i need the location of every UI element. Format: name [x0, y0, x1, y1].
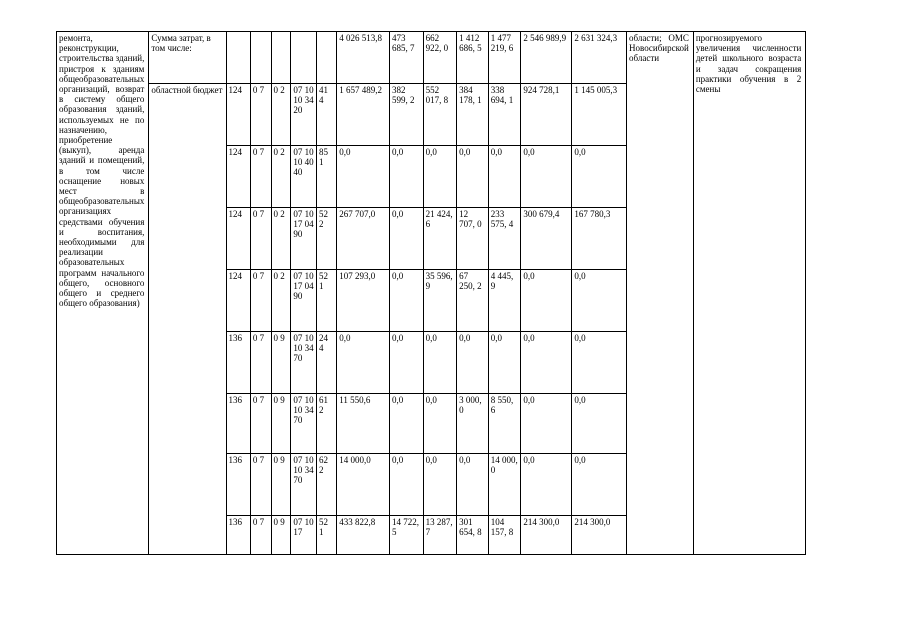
value-cell: 0,0 — [423, 146, 457, 208]
value-cell: 14 000,0 — [337, 454, 390, 516]
vr-cell: 52 1 — [316, 270, 336, 332]
value-cell: 0,0 — [572, 332, 627, 394]
total-v1-cell: 4 026 513,8 — [337, 32, 390, 84]
value-cell: 384 178, 1 — [457, 84, 489, 146]
value-cell: 0,0 — [572, 146, 627, 208]
value-cell: 107 293,0 — [337, 270, 390, 332]
value-cell: 338 694, 1 — [488, 84, 521, 146]
value-cell: 552 017, 8 — [423, 84, 457, 146]
vr-cell: 62 2 — [316, 454, 336, 516]
total-v4-cell: 1 412 686, 5 — [457, 32, 489, 84]
value-cell: 433 822,8 — [337, 516, 390, 555]
budget-label-cell: областной бюджет — [149, 84, 226, 555]
csr-cell: 07 10 10 34 70 — [291, 454, 317, 516]
csr-cell: 07 10 10 40 40 — [291, 146, 317, 208]
value-cell: 0,0 — [572, 454, 627, 516]
pr-cell: 0 9 — [271, 332, 291, 394]
total-v6-cell: 2 546 989,9 — [521, 32, 572, 84]
result-cell: прогнозируемого увеличения численности детей школьного возраста и задач сокращения практики обучения в 2 смены — [693, 32, 805, 555]
value-cell: 0,0 — [390, 208, 424, 270]
value-cell: 0,0 — [423, 332, 457, 394]
pr-cell: 0 2 — [271, 208, 291, 270]
total-v7-cell: 2 631 324,3 — [572, 32, 627, 84]
value-cell: 1 145 005,3 — [572, 84, 627, 146]
total-v5-cell: 1 477 219, 6 — [488, 32, 521, 84]
grbs-cell: 136 — [226, 454, 250, 516]
grbs-cell: 124 — [226, 270, 250, 332]
rz-cell: 0 7 — [250, 332, 271, 394]
value-cell: 14 000, 0 — [488, 454, 521, 516]
value-cell: 0,0 — [457, 332, 489, 394]
total-v3-cell: 662 922, 0 — [423, 32, 457, 84]
value-cell: 0,0 — [488, 332, 521, 394]
rz-cell: 0 7 — [250, 146, 271, 208]
value-cell: 0,0 — [337, 146, 390, 208]
value-cell: 12 707, 0 — [457, 208, 489, 270]
total-label-cell: Сумма затрат, в том числе: — [149, 32, 226, 84]
value-cell: 0,0 — [521, 394, 572, 454]
pr-cell: 0 9 — [271, 516, 291, 555]
rz-cell: 0 7 — [250, 516, 271, 555]
rz-cell: 0 7 — [250, 84, 271, 146]
rz-cell: 0 7 — [250, 208, 271, 270]
value-cell: 0,0 — [488, 146, 521, 208]
value-cell: 8 550, 6 — [488, 394, 521, 454]
pr-cell: 0 9 — [271, 454, 291, 516]
value-cell: 0,0 — [521, 332, 572, 394]
csr-cell: 07 10 10 34 20 — [291, 84, 317, 146]
budget-table — [56, 31, 905, 555]
vr-cell: 61 2 — [316, 394, 336, 454]
value-cell: 0,0 — [521, 454, 572, 516]
total-row — [57, 32, 905, 84]
csr-cell: 07 10 17 04 90 — [291, 270, 317, 332]
value-cell: 382 599, 2 — [390, 84, 424, 146]
vr-cell: 24 4 — [316, 332, 336, 394]
value-cell: 0,0 — [572, 394, 627, 454]
grbs-cell: 136 — [226, 516, 250, 555]
value-cell: 924 728,1 — [521, 84, 572, 146]
value-cell: 21 424, 6 — [423, 208, 457, 270]
value-cell: 267 707,0 — [337, 208, 390, 270]
value-cell: 233 575, 4 — [488, 208, 521, 270]
value-cell: 3 000, 0 — [457, 394, 489, 454]
total-v2-cell: 473 685, 7 — [390, 32, 424, 84]
value-cell: 1 657 489,2 — [337, 84, 390, 146]
rz-cell: 0 7 — [250, 454, 271, 516]
value-cell: 4 445, 9 — [488, 270, 521, 332]
value-cell: 301 654, 8 — [457, 516, 489, 555]
pr-cell: 0 2 — [271, 146, 291, 208]
value-cell: 0,0 — [390, 270, 424, 332]
pr-cell: 0 9 — [271, 394, 291, 454]
value-cell: 0,0 — [390, 454, 424, 516]
vr-cell: 41 4 — [316, 84, 336, 146]
value-cell: 0,0 — [457, 454, 489, 516]
value-cell: 0,0 — [337, 332, 390, 394]
value-cell: 11 550,6 — [337, 394, 390, 454]
value-cell: 0,0 — [390, 332, 424, 394]
value-cell: 300 679,4 — [521, 208, 572, 270]
pr-cell: 0 2 — [271, 270, 291, 332]
value-cell: 13 287, 7 — [423, 516, 457, 555]
vr-cell: 52 1 — [316, 516, 336, 555]
value-cell: 214 300,0 — [572, 516, 627, 555]
value-cell: 0,0 — [423, 394, 457, 454]
grbs-cell: 124 — [226, 146, 250, 208]
grbs-cell: 136 — [226, 332, 250, 394]
vr-cell: 52 2 — [316, 208, 336, 270]
value-cell: 0,0 — [521, 270, 572, 332]
csr-cell: 07 10 10 34 70 — [291, 332, 317, 394]
csr-cell: 07 10 17 04 90 — [291, 208, 317, 270]
value-cell: 0,0 — [457, 146, 489, 208]
value-cell: 14 722, 5 — [390, 516, 424, 555]
value-cell: 214 300,0 — [521, 516, 572, 555]
measure-description-cell: ремонта, реконструкции, строительства зданий, пристроя к зданиям общеобразовательных организаций, возврат в систему общего образования зданий, используемых не по назначению, приобретение (выкуп), аренда зданий и помещений, в том числе оснащение новых мест в общеобразовательных организациях средствами обучения и воспитания, необходимыми для реализации образовательных программ начального общего, основного общего и среднего общего образования) — [57, 32, 149, 555]
executor-cell: области; ОМС Новосибирской области — [627, 32, 694, 555]
csr-cell: 07 10 17 — [291, 516, 317, 555]
value-cell: 167 780,3 — [572, 208, 627, 270]
grbs-cell: 124 — [226, 84, 250, 146]
vr-cell: 85 1 — [316, 146, 336, 208]
value-cell: 104 157, 8 — [488, 516, 521, 555]
grbs-cell: 124 — [226, 208, 250, 270]
value-cell: 0,0 — [390, 394, 424, 454]
rz-cell: 0 7 — [250, 394, 271, 454]
rz-cell: 0 7 — [250, 270, 271, 332]
value-cell: 0,0 — [390, 146, 424, 208]
value-cell: 67 250, 2 — [457, 270, 489, 332]
value-cell: 35 596, 9 — [423, 270, 457, 332]
grbs-cell: 136 — [226, 394, 250, 454]
value-cell: 0,0 — [521, 146, 572, 208]
csr-cell: 07 10 10 34 70 — [291, 394, 317, 454]
value-cell: 0,0 — [423, 454, 457, 516]
pr-cell: 0 2 — [271, 84, 291, 146]
value-cell: 0,0 — [572, 270, 627, 332]
